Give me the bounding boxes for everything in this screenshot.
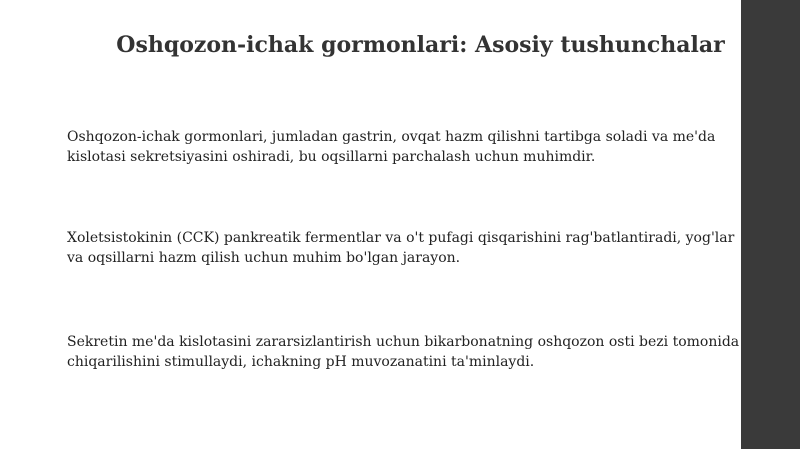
paragraph-secretin [67,332,757,372]
slide-title: Oshqozon-ichak gormonlari: Asosiy tushunchalar [116,32,725,58]
paragraph-line: chiqarilishini stimullaydi, ichakning pH muvozanatini ta'minlaydi. [67,354,535,370]
side-panel [741,0,800,449]
paragraph-line: va oqsillarni hazm qilish uchun muhim bo'lgan jarayon. [67,250,461,266]
paragraph-line: kislotasi sekretsiyasini oshiradi, bu oqsillarni parchalash uchun muhimdir. [67,149,596,165]
paragraph-line: Xoletsistokinin (CCK) pankreatik fermentlar va o't pufagi qisqarishini rag'batlantiradi, yog'lar [67,230,735,246]
paragraph-line: Oshqozon-ichak gormonlari, jumladan gastrin, ovqat hazm qilishni tartibga soladi va me'da [67,129,716,145]
paragraph-line: Sekretin me'da kislotasini zararsizlantirish uchun bikarbonatning oshqozon osti bezi tomonida [67,334,740,350]
paragraph-cck [67,228,757,268]
paragraph-gastrin [67,127,757,167]
